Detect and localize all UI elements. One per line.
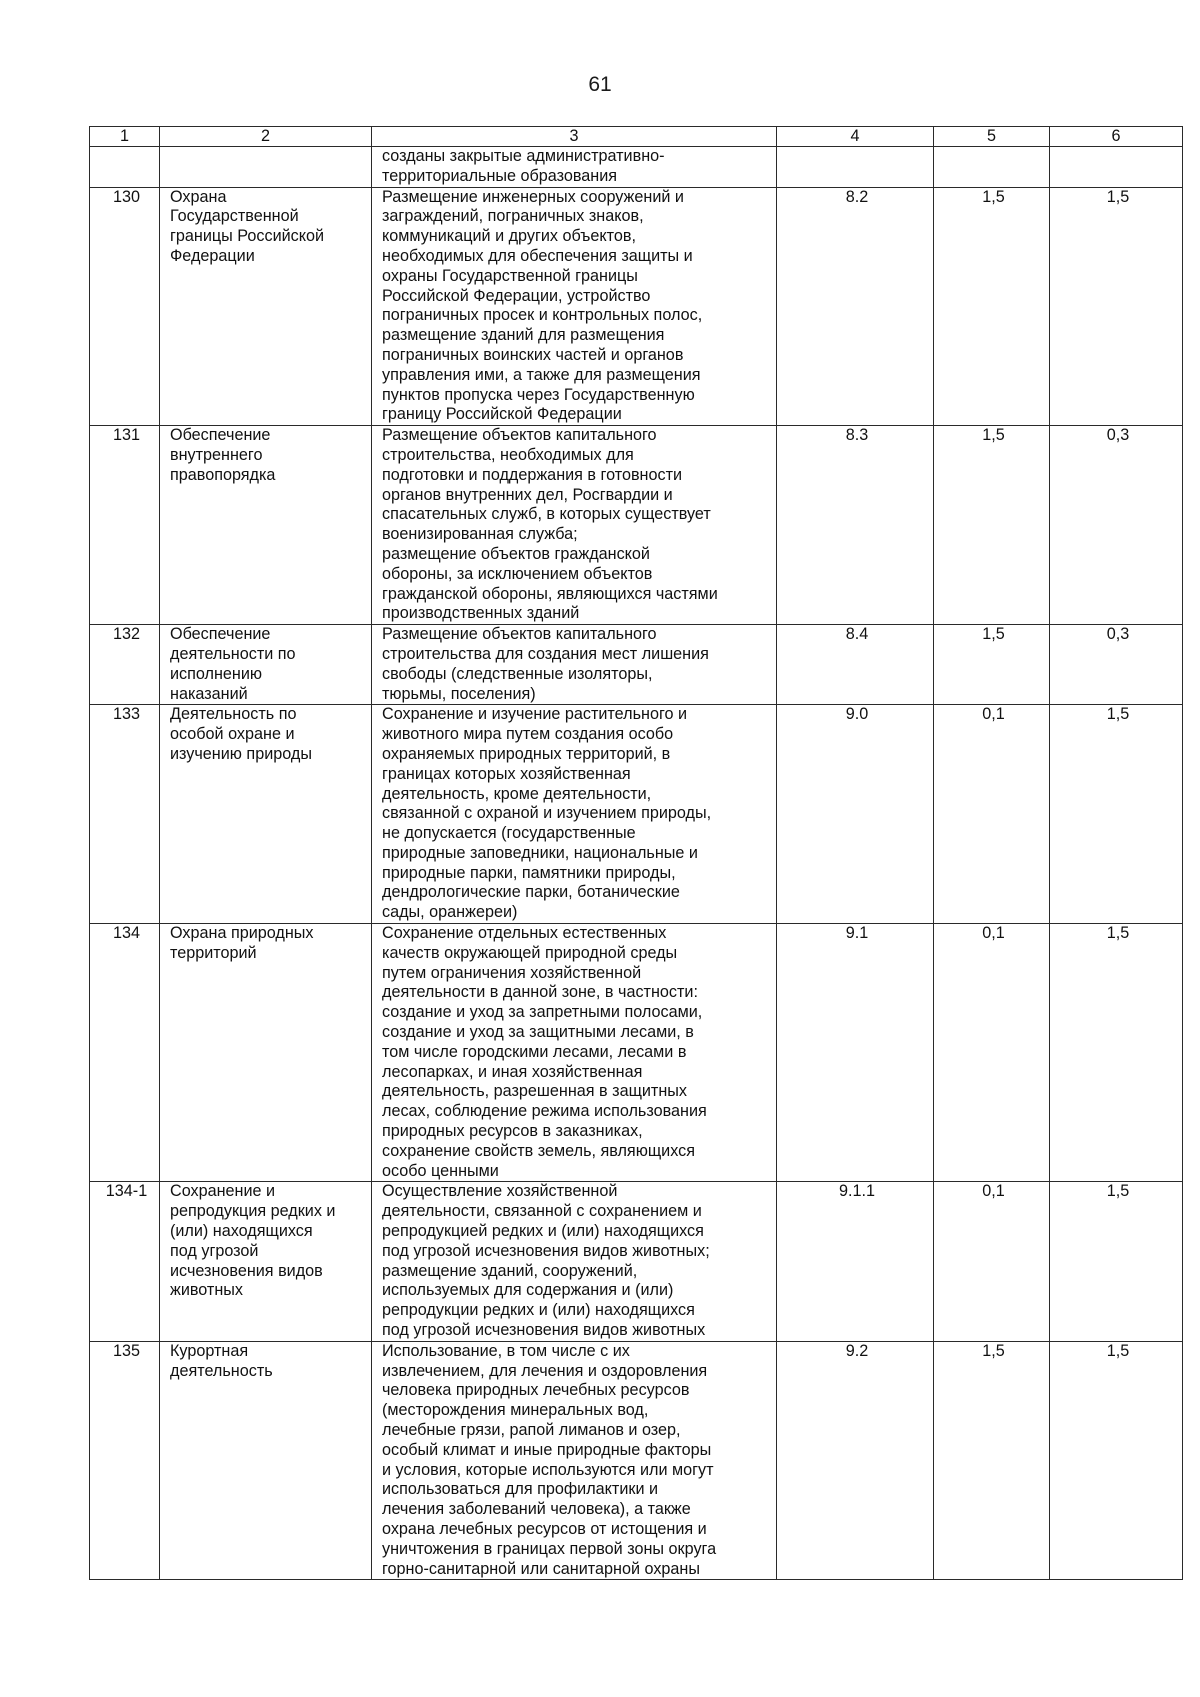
value-col5-cell: 1,5 [934,426,1050,625]
value-col5-cell: 0,1 [934,1182,1050,1341]
row-number-cell: 134 [90,924,160,1182]
column-header: 6 [1050,127,1183,147]
classifier-code-cell: 8.2 [777,187,934,426]
table-row [90,1182,1183,1341]
table-row [90,1341,1183,1580]
description-cell: Сохранение и изучение растительного и животного мира путем создания особо охраняемых природных территорий, в границах которых хозяйственная деятельность, кроме деятельности, связанной с охраной и изучением природы, не допускается (государственные природные заповедники, национальные и природные парки, памятники природы, дендрологические парки, ботанические сады, оранжереи) [372,705,777,924]
description-cell: Размещение объектов капитального строительства для создания мест лишения свободы (следственные изоляторы, тюрьмы, поселения) [372,625,777,705]
table-row [90,147,1183,188]
land-use-name-cell: Охрана Государственной границы Российской Федерации [160,187,372,426]
column-header: 1 [90,127,160,147]
table-row [90,187,1183,426]
land-use-name-cell [160,147,372,188]
value-col6-cell: 1,5 [1050,924,1183,1182]
description-cell: Размещение объектов капитального строительства, необходимых для подготовки и поддержания в готовности органов внутренних дел, Росгвардии и спасательных служб, в которых существует военизированная служба; размещение объектов гражданской обороны, за исключением объектов гражданской обороны, являющихся частями производственных зданий [372,426,777,625]
value-col5-cell [934,147,1050,188]
table-row [90,426,1183,625]
classifier-code-cell: 9.1 [777,924,934,1182]
land-use-name-cell: Охрана природных территорий [160,924,372,1182]
table-body [90,147,1183,1580]
land-use-name-cell: Курортная деятельность [160,1341,372,1580]
column-header: 5 [934,127,1050,147]
row-number-cell: 131 [90,426,160,625]
row-number-cell: 130 [90,187,160,426]
table-row [90,625,1183,705]
value-col6-cell: 0,3 [1050,426,1183,625]
row-number-cell [90,147,160,188]
classifier-code-cell: 9.2 [777,1341,934,1580]
table-header-row [90,127,1183,147]
description-cell: Использование, в том числе с их извлечением, для лечения и оздоровления человека природных лечебных ресурсов (месторождения минеральных вод, лечебные грязи, рапой лиманов и озер, особый климат и иные природные факторы и условия, которые используются или могут использоваться для профилактики и лечения заболеваний человека), а также охрана лечебных ресурсов от истощения и уничтожения в границах первой зоны округа горно-санитарной или санитарной охраны [372,1341,777,1580]
land-use-name-cell: Деятельность по особой охране и изучению природы [160,705,372,924]
value-col6-cell: 0,3 [1050,625,1183,705]
land-use-name-cell: Обеспечение внутреннего правопорядка [160,426,372,625]
value-col5-cell: 1,5 [934,1341,1050,1580]
table-row [90,924,1183,1182]
row-number-cell: 134-1 [90,1182,160,1341]
land-use-name-cell: Обеспечение деятельности по исполнению наказаний [160,625,372,705]
value-col5-cell: 0,1 [934,924,1050,1182]
value-col5-cell: 0,1 [934,705,1050,924]
classifier-code-cell: 9.1.1 [777,1182,934,1341]
value-col6-cell: 1,5 [1050,187,1183,426]
page-number: 61 [588,73,612,96]
land-use-table [89,126,1183,1580]
value-col6-cell: 1,5 [1050,1341,1183,1580]
row-number-cell: 133 [90,705,160,924]
row-number-cell: 135 [90,1341,160,1580]
value-col6-cell: 1,5 [1050,1182,1183,1341]
classifier-code-cell: 8.3 [777,426,934,625]
column-header: 4 [777,127,934,147]
description-cell: созданы закрытые административно- территориальные образования [372,147,777,188]
row-number-cell: 132 [90,625,160,705]
classifier-code-cell [777,147,934,188]
description-cell: Сохранение отдельных естественных качеств окружающей природной среды путем ограничения хозяйственной деятельности в данной зоне, в частности: создание и уход за запретными полосами, создание и уход за защитными лесами, в том числе городскими лесами, лесами в лесопарках, и иная хозяйственная деятельность, разрешенная в защитных лесах, соблюдение режима использования природных ресурсов в заказниках, сохранение свойств земель, являющихся особо ценными [372,924,777,1182]
table-row [90,705,1183,924]
classifier-code-cell: 9.0 [777,705,934,924]
value-col6-cell: 1,5 [1050,705,1183,924]
value-col6-cell [1050,147,1183,188]
column-header: 2 [160,127,372,147]
land-use-name-cell: Сохранение и репродукция редких и (или) находящихся под угрозой исчезновения видов животных [160,1182,372,1341]
column-header: 3 [372,127,777,147]
description-cell: Размещение инженерных сооружений и заграждений, пограничных знаков, коммуникаций и других объектов, необходимых для обеспечения защиты и охраны Государственной границы Российской Федерации, устройство пограничных просек и контрольных полос, размещение зданий для размещения пограничных воинских частей и органов управления ими, а также для размещения пунктов пропуска через Государственную границу Российской Федерации [372,187,777,426]
description-cell: Осуществление хозяйственной деятельности, связанной с сохранением и репродукцией редких и (или) находящихся под угрозой исчезновения видов животных; размещение зданий, сооружений, используемых для содержания и (или) репродукции редких и (или) находящихся под угрозой исчезновения видов животных [372,1182,777,1341]
value-col5-cell: 1,5 [934,625,1050,705]
classifier-code-cell: 8.4 [777,625,934,705]
value-col5-cell: 1,5 [934,187,1050,426]
